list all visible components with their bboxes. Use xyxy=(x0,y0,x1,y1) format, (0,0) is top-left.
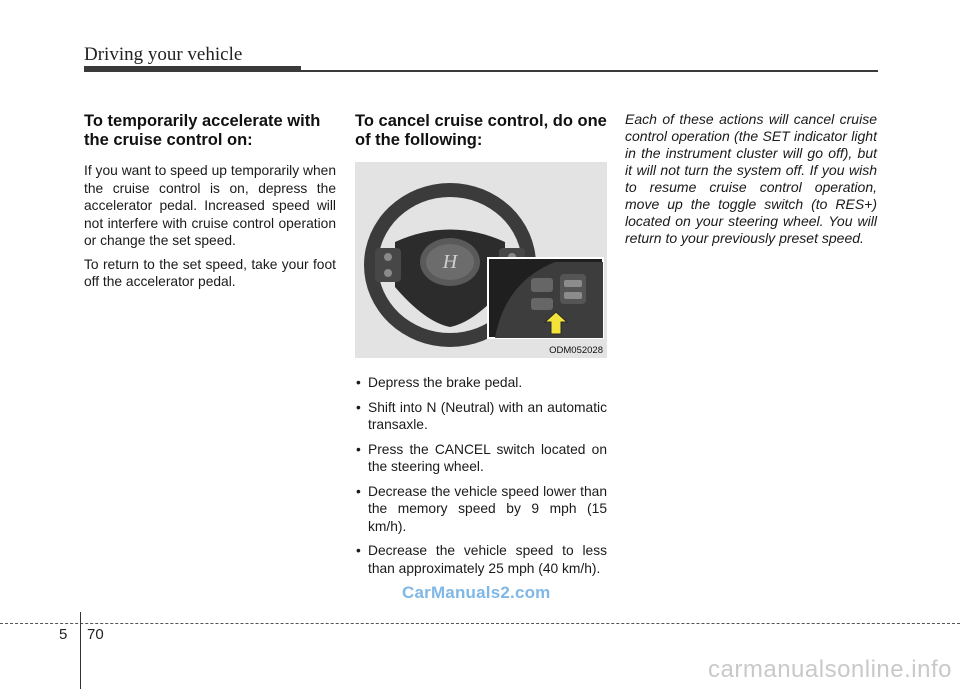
steering-wheel-figure xyxy=(355,162,607,358)
header-rule-thick xyxy=(84,66,301,72)
list-item-text: Depress the brake pedal. xyxy=(368,375,523,390)
steering-wheel-illustration xyxy=(355,162,607,358)
watermark-link[interactable]: CarManuals2.com xyxy=(402,583,551,602)
left-column xyxy=(84,112,336,297)
header-rule-thin xyxy=(301,70,878,72)
site-watermark: carmanualsonline.info xyxy=(708,656,952,683)
page-header-title: Driving your vehicle xyxy=(84,44,243,65)
right-column xyxy=(625,111,877,247)
bullet-dot: • xyxy=(356,483,361,499)
middle-column xyxy=(355,112,607,584)
list-item xyxy=(355,483,607,536)
list-item xyxy=(355,399,607,434)
svg-text:H: H xyxy=(442,251,458,273)
list-item-text: Shift into N (Neutral) with an automatic transaxle. xyxy=(368,399,607,432)
bullet-dot: • xyxy=(356,399,361,415)
cancel-methods-list xyxy=(355,374,607,577)
left-paragraph-2: To return to the set speed, take your foot off the accelerator pedal. xyxy=(84,256,336,289)
footer-vertical-rule xyxy=(80,612,81,689)
cruise-cancel-note: Each of these actions will cancel cruise control operation (the SET indicator light in the instrument cluster will go off), but it will not turn the system off. If you wish to resume cruise control operation, move up the toggle switch (to RES+) located on your steering wheel. You will return to your previously preset speed. xyxy=(625,111,877,246)
figure-code: ODM052028 xyxy=(549,345,603,356)
list-item-text: Decrease the vehicle speed to less than approximately 25 mph (40 km/h). xyxy=(368,543,607,576)
chapter-number: 5 xyxy=(59,626,68,643)
page-number: 70 xyxy=(87,626,104,643)
list-item-text: Press the CANCEL switch located on the steering wheel. xyxy=(368,441,607,474)
list-item xyxy=(355,374,607,392)
list-item xyxy=(355,542,607,577)
bullet-dot: • xyxy=(356,375,361,390)
footer-dashed-rule xyxy=(0,623,960,624)
bullet-dot: • xyxy=(356,441,361,457)
left-heading: To temporarily accelerate with the cruise control on: xyxy=(84,112,321,149)
middle-heading: To cancel cruise control, do one of the following: xyxy=(355,112,607,149)
left-paragraph-1: If you want to speed up temporarily when the cruise control is on, depress the accelerator pedal. Increased speed will not interfere with cruise control operation or change the set speed. xyxy=(84,163,336,248)
bullet-dot: • xyxy=(356,543,361,558)
list-item xyxy=(355,441,607,476)
list-item-text: Decrease the vehicle speed lower than the memory speed by 9 mph (15 km/h). xyxy=(368,483,607,534)
